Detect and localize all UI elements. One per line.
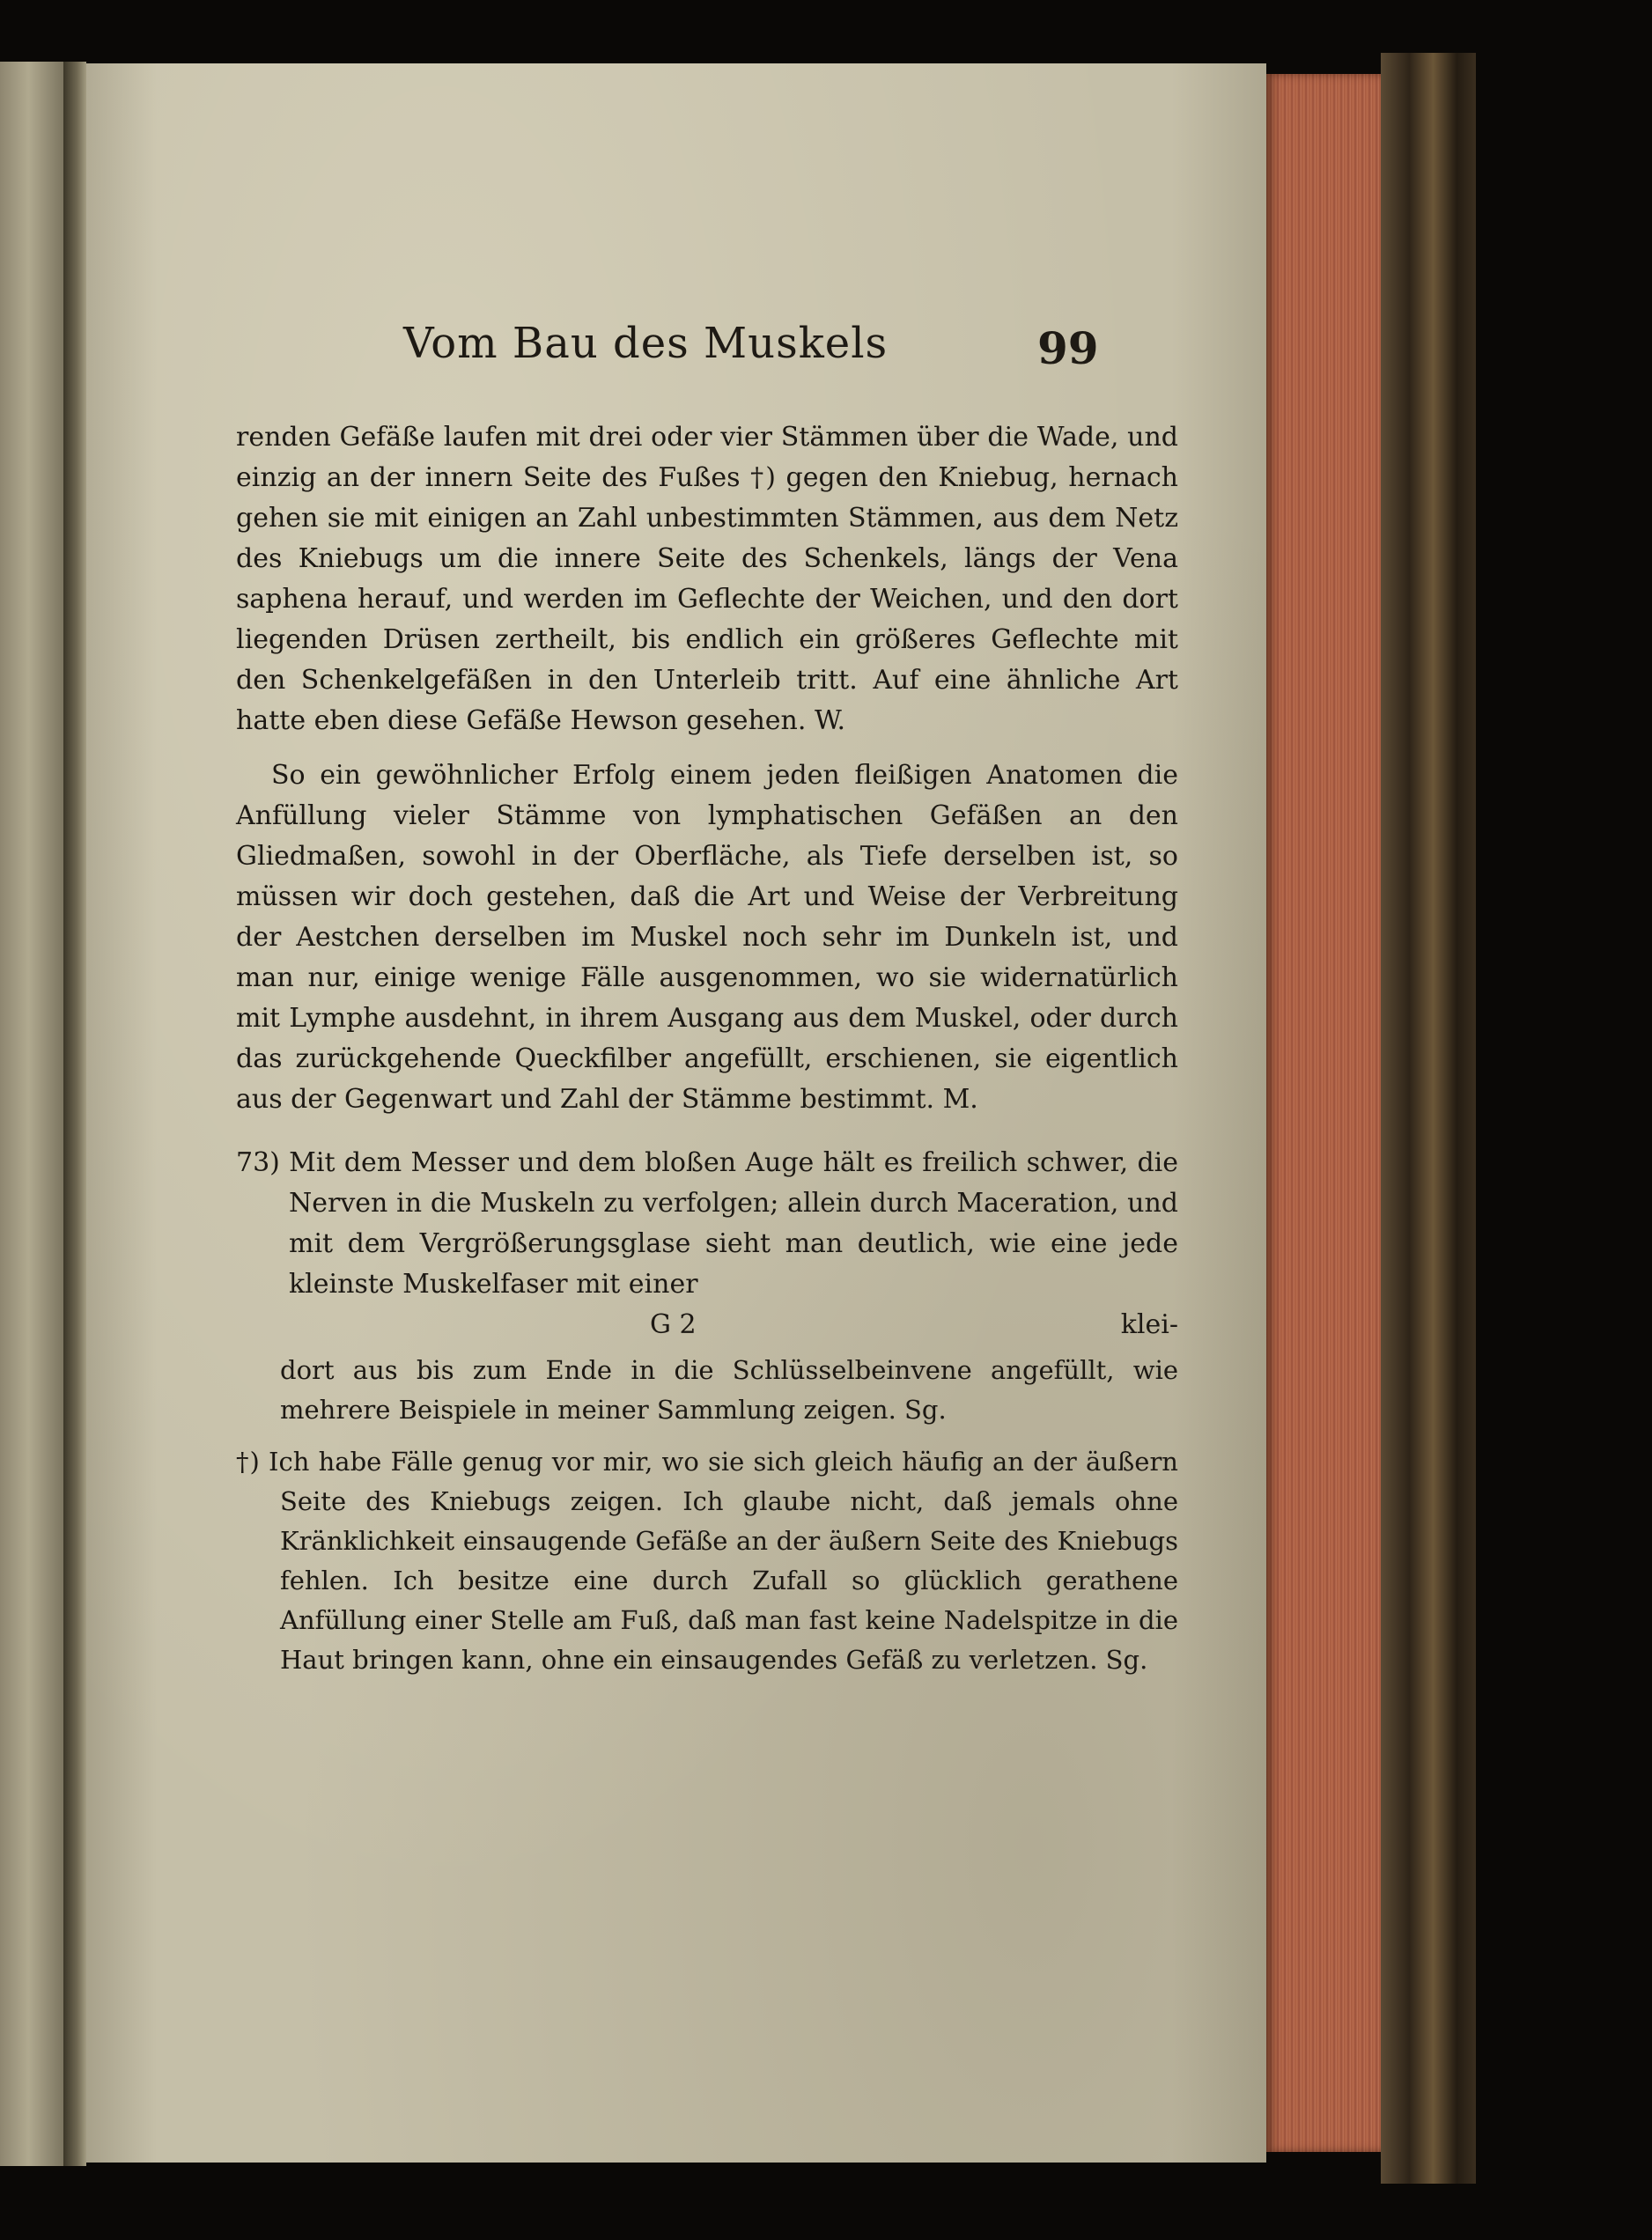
paragraph-continuation: renden Gefäße laufen mit drei oder vier Stämmen über die Wade, und einzig an der innern Seite des Fußes †) gegen den Kniebug, hernach gehen sie mit einigen an Zahl unbestimmten Stämmen, aus dem Netz des Kniebugs um die innere Seite des Schenkels, längs der Vena saphena herauf, und werden im Geflechte der Weichen, und den dort liegenden Drüsen zertheilt, bis endlich ein größeres Geflechte mit den Schenkelgefäßen in den Unterleib tritt. Auf eine ähnliche Art hatte eben diese Gefäße Hewson gesehen. W.	[236, 422, 1178, 736]
book-cover-edge	[1381, 53, 1476, 2184]
page-number: 99	[1037, 322, 1099, 374]
catchword: klei-	[1120, 1309, 1178, 1340]
numbered-note-73: 73) Mit dem Messer und dem bloßen Auge hält es freilich schwer, die Nerven in die Muskeln zu verfolgen; allein durch Maceration, und mit dem Vergrößerungsglase sieht man deutlich, wie eine jede kleinste Muskelfaser mit einer	[236, 1147, 1178, 1300]
footnotes	[236, 1351, 1178, 1680]
running-title: Vom Bau des Muskels	[403, 319, 889, 368]
book-gutter	[63, 62, 86, 2166]
footnote-continuation: dort aus bis zum Ende in die Schlüsselbeinvene angefüllt, wie mehrere Beispiele in meiner Sammlung zeigen. Sg.	[280, 1355, 1178, 1425]
book-page	[86, 63, 1266, 2163]
paragraph-commentary: So ein gewöhnlicher Erfolg einem jeden fleißigen Anatomen die Anfüllung vieler Stämme von lymphatischen Gefäßen an den Gliedmaßen, sowohl in der Oberfläche, als Tiefe derselben ist, so müssen wir doch gestehen, daß die Art und Weise der Verbreitung der Aestchen derselben im Muskel noch sehr im Dunkeln ist, und man nur, einige wenige Fälle ausgenommen, wo sie widernatürlich mit Lymphe ausdehnt, in ihrem Ausgang aus dem Muskel, oder durch das zurückgehende Queckfilber angefüllt, erschienen, sie eigentlich aus der Gegenwart und Zahl der Stämme bestimmt. M.	[236, 760, 1178, 1115]
signature-line	[236, 1305, 1178, 1345]
footnote-dagger: †) Ich habe Fälle genug vor mir, wo sie sich gleich häufig an der äußern Seite des Kniebugs zeigen. Ich glaube nicht, daß jemals ohne Kränklichkeit einsaugende Gefäße an der äußern Seite des Kniebugs fehlen. Ich besitze eine durch Zufall so glücklich gerathene Anfüllung einer Stelle am Fuß, daß man fast keine Nadelspitze in die Haut bringen kann, ohne ein einsaugendes Gefäß zu verletzen. Sg.	[236, 1447, 1178, 1675]
previous-page-edge	[0, 62, 63, 2166]
running-header	[86, 319, 1266, 389]
signature-mark: G 2	[650, 1309, 697, 1340]
page-body	[236, 417, 1178, 1692]
page-block-edge	[1266, 74, 1381, 2152]
